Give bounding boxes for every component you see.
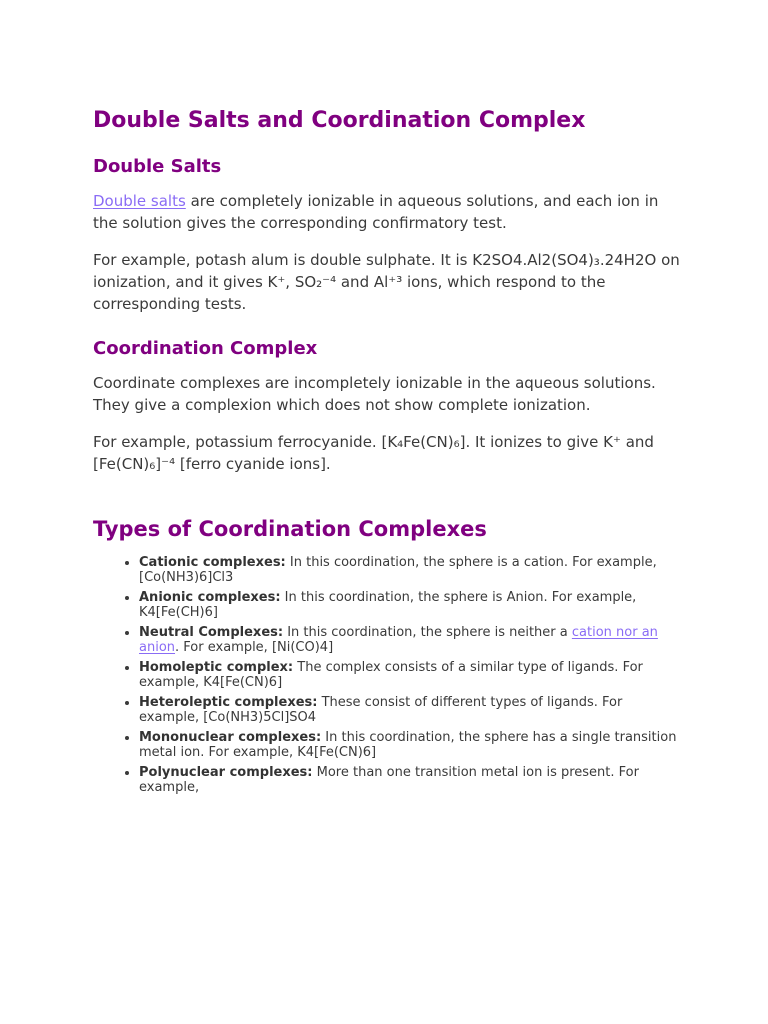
item-term: Polynuclear complexes: [139, 765, 313, 780]
list-item [139, 695, 683, 725]
coordination-paragraph-2: For example, potassium ferrocyanide. [K₄Fe(CN)₆]. It ionizes to give K⁺ and [Fe(CN)₆]⁻⁴ [ferro cyanide ions]. [93, 433, 654, 473]
list-item [139, 555, 683, 585]
item-text: The complex consists of a similar type of ligands. For example, K4[Fe(CN)6] [139, 660, 643, 690]
item-text: More than one transition metal ion is present. For example, [139, 765, 639, 795]
list-item [139, 730, 683, 760]
list-item [139, 590, 683, 620]
item-term: Anionic complexes: [139, 590, 281, 605]
coordination-paragraph-1: Coordinate complexes are incompletely ionizable in the aqueous solutions. They give a complexion which does not show complete ionization. [93, 374, 656, 414]
item-text: In this coordination, the sphere has a single transition metal ion. For example, K4[Fe(CN)6] [139, 730, 677, 760]
item-term: Cationic complexes: [139, 555, 286, 570]
item-term: Heteroleptic complexes: [139, 695, 318, 710]
item-term: Homoleptic complex: [139, 660, 294, 675]
list-item [139, 660, 683, 690]
double-salts-paragraph-2: For example, potash alum is double sulphate. It is K2SO4.Al2(SO4)₃.24H2O on ionization, and it gives K⁺, SO₂⁻⁴ and Al⁺³ ions, which respond to the corresponding tests. [93, 251, 680, 313]
item-term: Mononuclear complexes: [139, 730, 322, 745]
item-text: These consist of different types of ligands. For example, [Co(NH3)5Cl]SO4 [139, 695, 623, 725]
cation-anion-link[interactable]: cation nor an anion [139, 625, 658, 655]
double-salts-paragraph-1 [93, 190, 683, 234]
coordination-heading: Coordination Complex [93, 338, 318, 359]
double-salts-p1-text: are completely ionizable in aqueous solutions, and each ion in the solution gives the corresponding confirmatory test. [93, 192, 659, 232]
types-heading: Types of Coordination Complexes [93, 517, 487, 541]
item-text: In this coordination, the sphere is neither a [283, 625, 572, 640]
types-list [93, 555, 683, 795]
list-item [139, 765, 683, 795]
page-title: Double Salts and Coordination Complex [93, 108, 586, 133]
item-term: Neutral Complexes: [139, 625, 284, 640]
double-salts-heading: Double Salts [93, 156, 222, 177]
item-text: In this coordination, the sphere is Anion. For example, K4[Fe(CH)6] [139, 590, 637, 620]
double-salts-link[interactable]: Double salts [93, 192, 186, 210]
item-text: In this coordination, the sphere is a cation. For example, [Co(NH3)6]Cl3 [139, 555, 657, 585]
document-content [93, 104, 683, 800]
list-item [139, 625, 683, 655]
item-text-after: . For example, [Ni(CO)4] [175, 640, 334, 655]
